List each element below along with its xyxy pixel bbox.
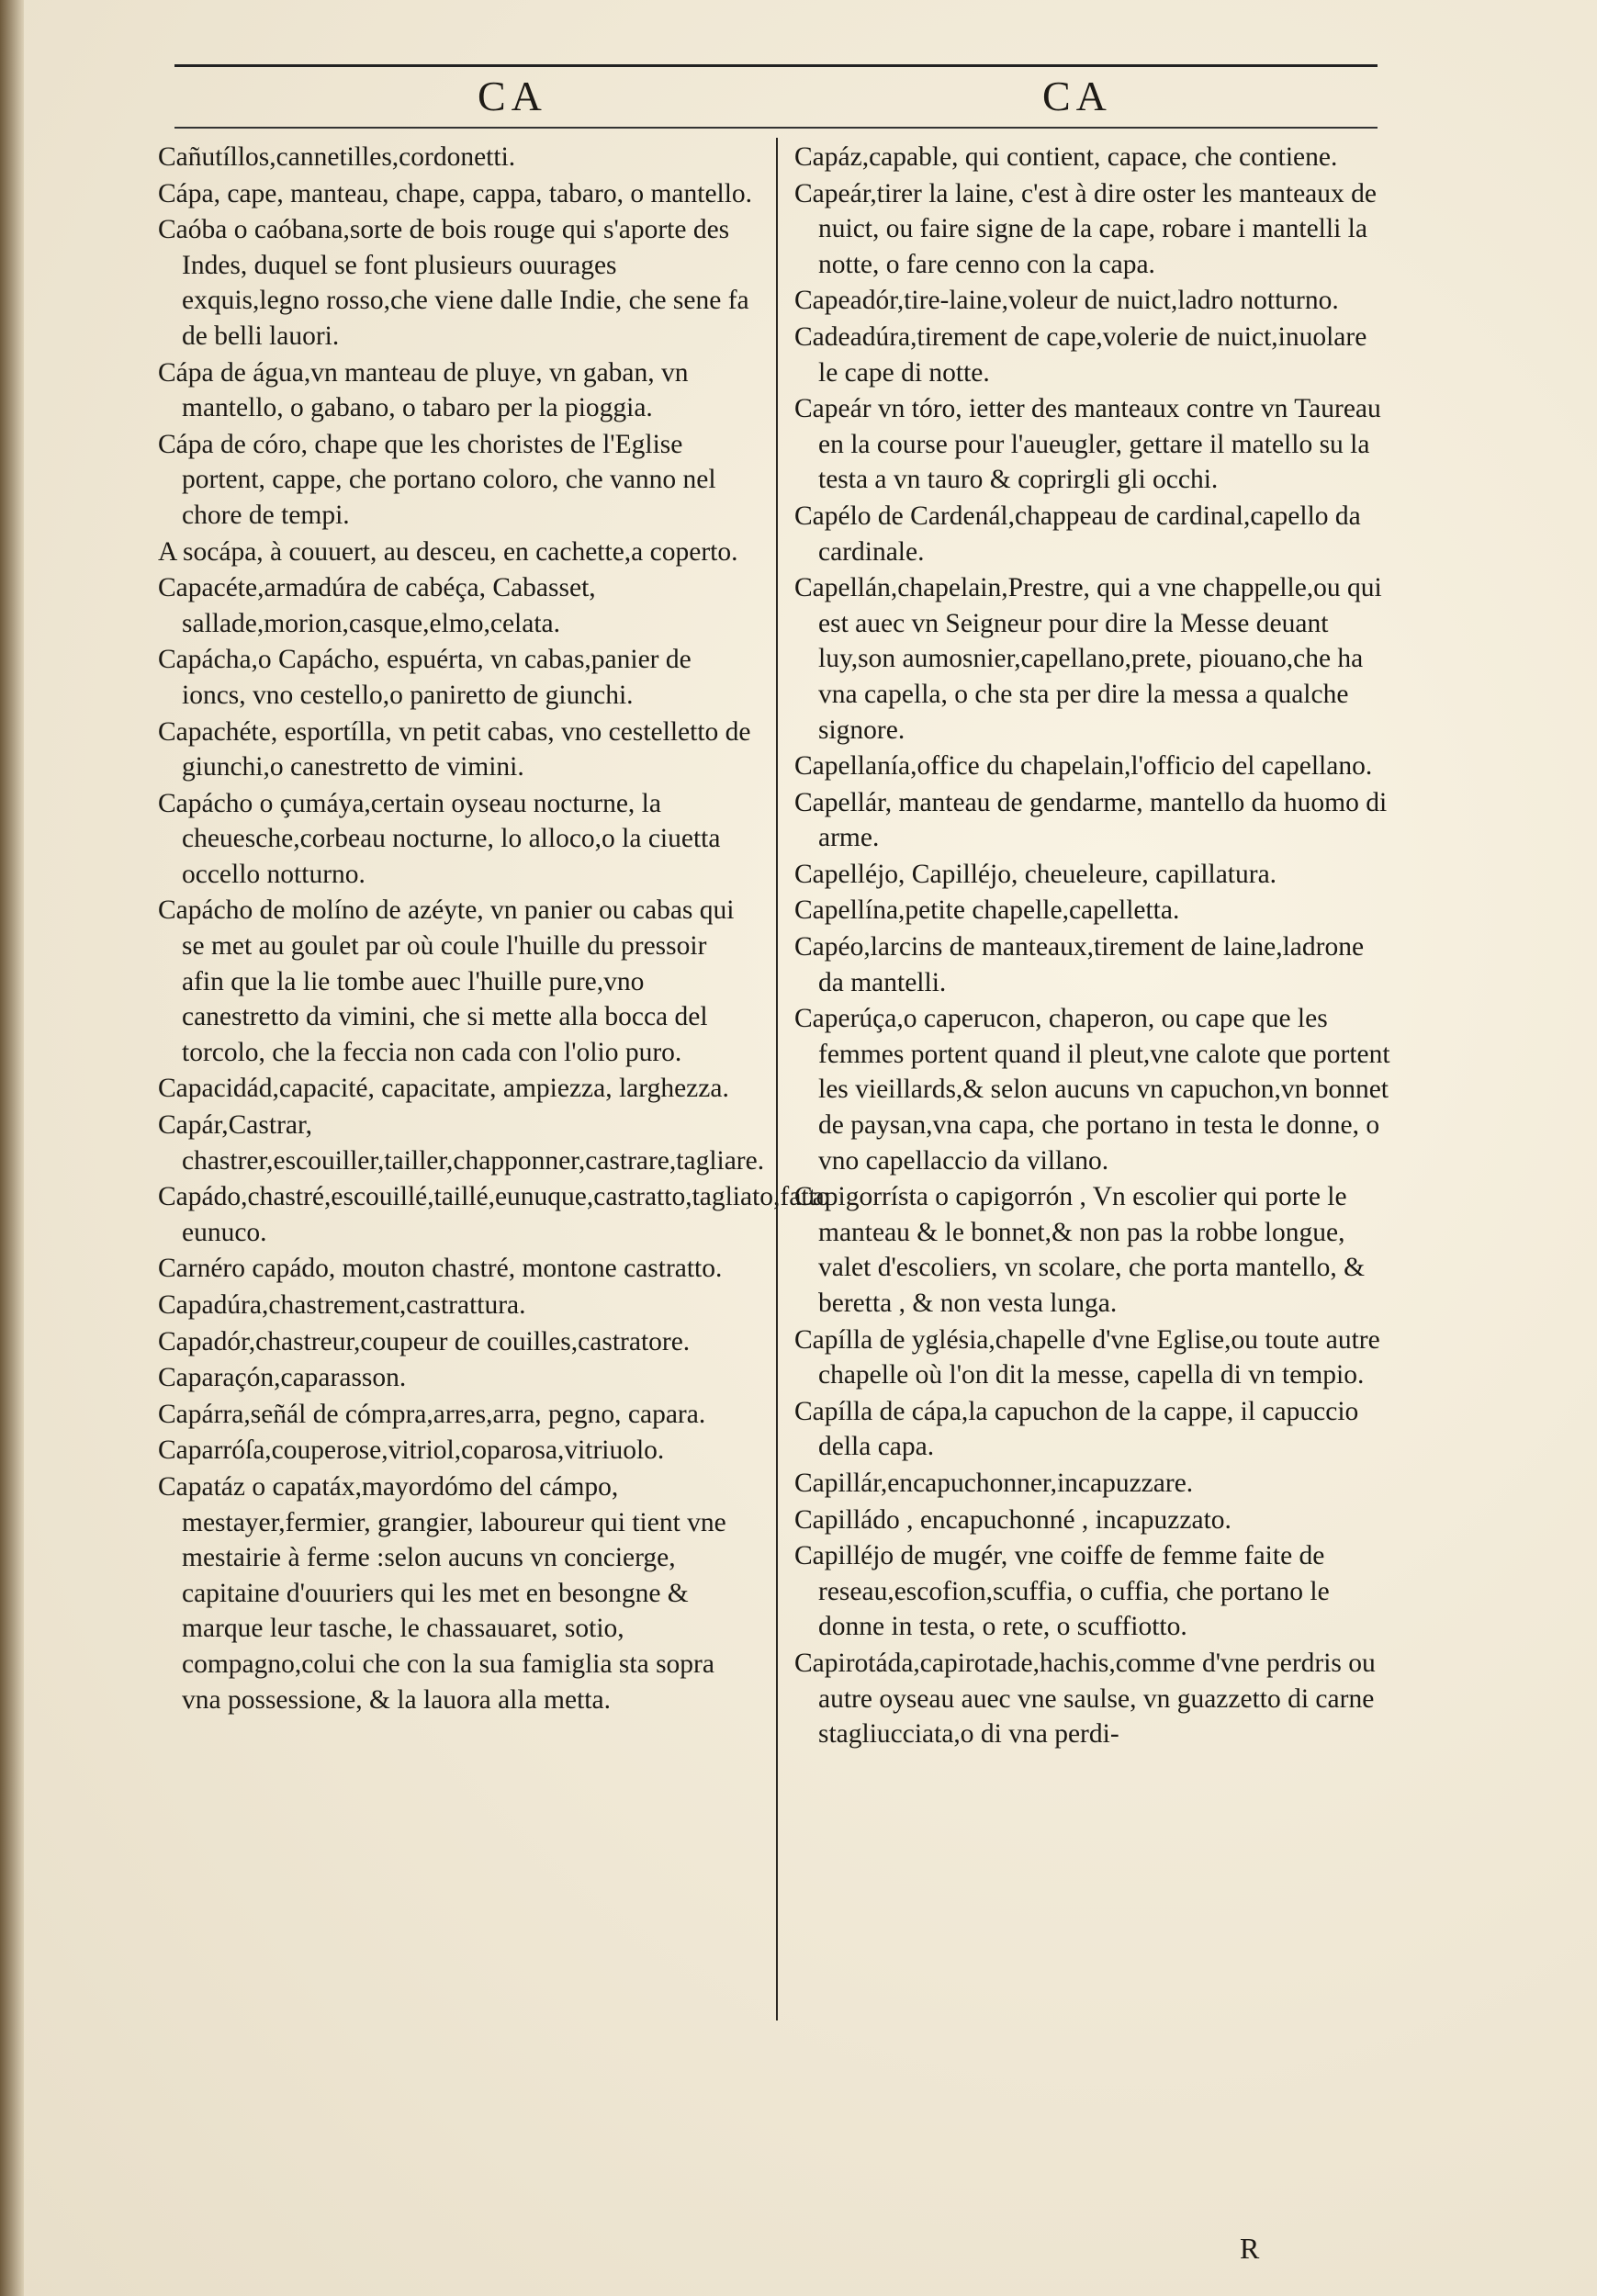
left-column: [158, 140, 830, 1718]
entry: Capeár,tirer la laine, c'est à dire oster les manteaux de nuict, ou faire signe de la cape, robare i mantelli la notte, o fare cenno con la capa.: [794, 178, 1377, 279]
entry: Capadúra,chastrement,castrattura.: [158, 1290, 526, 1320]
entry: Cápa de córo, chape que les choristes de l'Eglise portent, cappe, che portano coloro, che vanno nel chore de tempi.: [158, 429, 716, 530]
entry: Capárra,señál de cómpra,arres,arra, pegno, capara.: [158, 1399, 706, 1429]
entry: Capélo de Cardenál,chappeau de cardinal,capello da cardinale.: [794, 501, 1361, 567]
entry: Capirotáda,capirotade,hachis,comme d'vne perdris ou autre oyseau auec vne saulse, vn guazzetto di carne stagliucciata,o di vna perdi-: [794, 1648, 1376, 1750]
entry: Capillár,encapuchonner,incapuzzare.: [794, 1468, 1194, 1498]
entry: Capadór,chastreur,coupeur de couilles,castratore.: [158, 1326, 691, 1356]
running-head-right: CA: [1042, 73, 1112, 119]
entry: Capácha,o Capácho, espuérta, vn cabas,panier de ioncs, vno cestello,o paniretto de giunchi.: [158, 645, 692, 710]
entry: Carnéro capádo, mouton chastré, montone castratto.: [158, 1254, 723, 1284]
entry: Capatáz o capatáx,mayordómo del cámpo, mestayer,fermier, grangier, laboureur qui tient vne mestairie à ferme :selon aucuns vn concierge, capitaine d'ouuriers qui les met en besongne & marque leur tasche, le chassauaret, sotio, compagno,colui che con la sua famiglia sta sopra vna possessione, & la lauora alla metta.: [158, 1471, 726, 1715]
entry: Capácho de molíno de azéyte, vn panier ou cabas qui se met au goulet par où coule l'huille du pressoir afin que la lie tombe auec l'huille pure,vno canestretto da vimini, che si mette alla bocca del torcolo, che la feccia non cada con l'olio puro.: [158, 895, 735, 1067]
entry: Capár,Castrar, chastrer,escouiller,tailler,chapponner,castrare,tagliare.: [158, 1110, 765, 1176]
entry: Capellína,petite chapelle,capelletta.: [794, 895, 1180, 926]
entry: Cadeadúra,tirement de cape,volerie de nuict,inuolare le cape di notte.: [794, 321, 1367, 388]
entry: Caparaçón,caparasson.: [158, 1363, 407, 1393]
entry: Caparróſa,couperose,vitriol,coparosa,vitriuolo.: [158, 1435, 665, 1466]
catchword: R: [1240, 2232, 1260, 2265]
top-rule: [174, 64, 1378, 67]
entry: Cañutíllos,cannetilles,cordonetti.: [158, 142, 516, 172]
entry: Capílla de yglésia,chapelle d'vne Eglise,ou toute autre chapelle où l'on dit la messe, capella di vn tempio.: [794, 1324, 1380, 1390]
entry: Capigorrísta o capigorrón , Vn escolier qui porte le manteau & le bonnet,& non pas la robbe longue, valet d'escoliers, vn scolare, che porta mantello, & beretta , & non vesta lunga.: [794, 1182, 1366, 1318]
entry: Capeár vn tóro, ietter des manteaux contre vn Taureau en la course pour l'aueugler, gettare il matello su la testa a vn tauro & coprirgli gli occhi.: [794, 394, 1381, 495]
entry: Caóba o caóbana,sorte de bois rouge qui s'aporte des Indes, duquel se font plusieurs ouurages exquis,legno rosso,che viene dalle Indie, che sene fa de belli lauori.: [158, 215, 749, 351]
entry: Capéo,larcins de manteaux,tirement de laine,ladrone da mantelli.: [794, 932, 1365, 997]
entry: Capacidád,capacité, capacitate, ampiezza, larghezza.: [158, 1074, 729, 1104]
entry: Capáz,capable, qui contient, capace, che contiene.: [794, 142, 1338, 172]
entry: Capílla de cápa,la capuchon de la cappe, il capuccio della capa.: [794, 1396, 1359, 1462]
entry: Capelléjo, Capilléjo, cheueleure, capillatura.: [794, 859, 1277, 889]
entry: Capacéte,armadúra de cabéça, Cabasset, sallade,morion,casque,elmo,celata.: [158, 573, 596, 638]
entry: Capácho o çumáya,certain oyseau nocturne, la cheuesche,corbeau nocturne, lo alloco,o la ciuetta occello notturno.: [158, 788, 721, 889]
running-head-left: CA: [478, 73, 547, 119]
entry: Caperúça,o caperucon, chaperon, ou cape que les femmes portent quand il pleut,vne calote que portent les vieillards,& selon aucuns vn capuchon,vn bonnet de paysan,vna capa, che portano in testa le donne, o vno capellaccio da villano.: [794, 1004, 1390, 1176]
entry: Capilládo , encapuchonné , incapuzzato.: [794, 1504, 1231, 1535]
entry: Capellanía,office du chapelain,l'officio del capellano.: [794, 751, 1373, 782]
right-column: [794, 140, 1391, 1753]
entry: Capilléjo de mugér, vne coiffe de femme faite de reseau,escofion,scuffia, o cuffia, che portano le donne in testa, o rete, o scuffiotto.: [794, 1541, 1330, 1642]
spine-shadow: [0, 0, 24, 2296]
entry: Capachéte, esportílla, vn petit cabas, vno cestelletto de giunchi,o canestretto de vimini.: [158, 716, 751, 782]
entry: A socápa, à couuert, au desceu, en cachette,a coperto.: [158, 536, 738, 567]
entry: Capeadór,tire-laine,voleur de nuict,ladro notturno.: [794, 286, 1339, 316]
entry: Cápa, cape, manteau, chape, cappa, tabaro, o mantello.: [158, 178, 753, 208]
header-rule: [174, 127, 1378, 129]
entry: Cápa de água,vn manteau de pluye, vn gaban, vn mantello, o gabano, o tabaro per la pioggia.: [158, 357, 689, 423]
entry: Capádo,chastré,escouillé,taillé,eunuque,castratto,tagliato,fatto eunuco.: [158, 1182, 830, 1247]
entry: Capellár, manteau de gendarme, mantello da huomo di arme.: [794, 787, 1388, 853]
column-divider: [776, 138, 778, 2020]
entry: Capellán,chapelain,Prestre, qui a vne chappelle,ou qui est auec vn Seigneur pour dire la Messe deuant luy,son aumosnier,capellano,prete, piouano,che ha vna capella, o che sta per dire la messa a qualche signore.: [794, 573, 1382, 745]
